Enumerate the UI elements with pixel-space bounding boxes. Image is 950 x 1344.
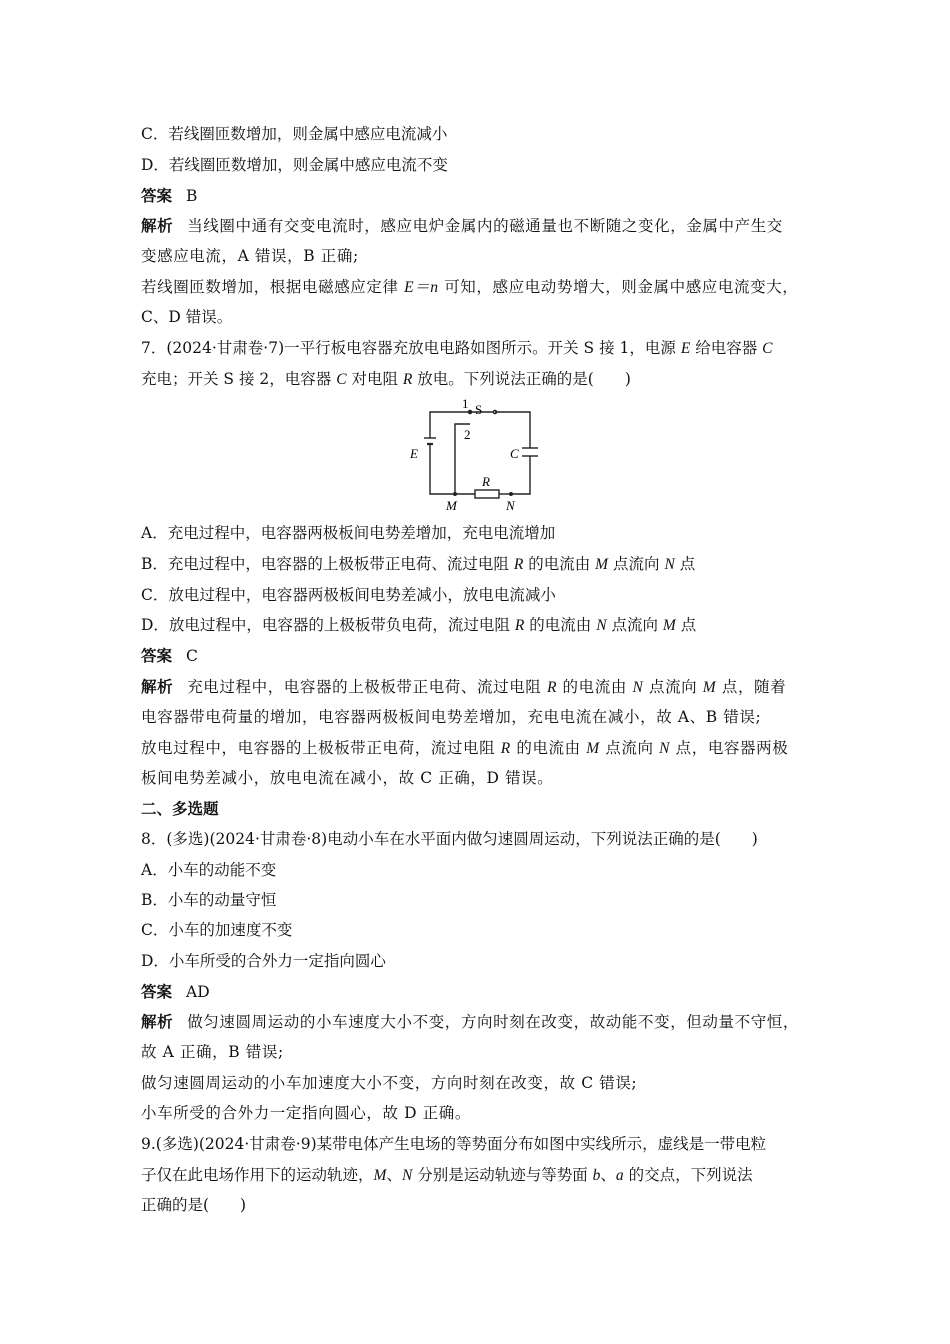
circuit-diagram <box>400 396 550 516</box>
answer-label: 答案 <box>141 983 173 1001</box>
q8-explanation-line-2: 故 A 正确，B 错误; <box>141 1043 284 1061</box>
label-s: S <box>475 402 483 417</box>
q8-explanation-line-3: 做匀速圆周运动的小车加速度大小不变，方向时刻在改变，故 C 错误; <box>141 1074 638 1092</box>
label-2: 2 <box>464 427 471 442</box>
q8-option-c: C．小车的加速度不变 <box>141 921 293 939</box>
q7-option-a: A．充电过程中，电容器两极板间电势差增加，充电电流增加 <box>141 524 556 542</box>
q8-explanation-line-4: 小车所受的合外力一定指向圆心，故 D 正确。 <box>141 1104 471 1122</box>
q8-option-d: D．小车所受的合外力一定指向圆心 <box>141 952 386 970</box>
answer-value: B <box>186 187 198 205</box>
wire-right-bottom <box>511 456 530 494</box>
q7-stem-line-1: 7．(2024·甘肃卷·7)一平行板电容器充放电电路如图所示。开关 S 接 1，电源 E 给电容器 C <box>141 339 773 357</box>
q6-explanation-line-4: C、D 错误。 <box>141 308 233 326</box>
q7-explanation-line-4: 板间电势差减小，放电电流在减小，故 C 正确，D 错误。 <box>141 769 554 787</box>
answer-label: 答案 <box>141 647 173 665</box>
q7-explanation-line-2: 电容器带电荷量的增加，电容器两极板间电势差增加，充电电流在减小，故 A、B 错误; <box>141 708 762 726</box>
q6-option-d: D．若线圈匝数增加，则金属中感应电流不变 <box>141 156 448 174</box>
label-c: C <box>510 446 519 461</box>
wire-bottom-left <box>430 444 475 494</box>
answer-value: C <box>186 647 198 665</box>
answer-value: AD <box>186 983 210 1001</box>
q6-explanation-line-1: 解析 当线圈中通有交变电流时，感应电炉金属内的磁通量也不断随之变化，金属中产生交 <box>141 217 783 235</box>
q8-explanation-line-1: 解析 做匀速圆周运动的小车速度大小不变，方向时刻在改变，故动能不变，但动量不守恒， <box>141 1013 800 1031</box>
switch-contact-1 <box>468 410 471 413</box>
q8-answer <box>141 981 210 1003</box>
node-n-dot <box>509 492 513 496</box>
q9-stem-line-3: 正确的是( ) <box>141 1196 247 1214</box>
label-m: M <box>446 498 457 513</box>
q8-option-a: A．小车的动能不变 <box>141 861 277 879</box>
q7-explanation-line-3: 放电过程中，电容器的上极板带正电荷，流过电阻 R 的电流由 M 点流向 N 点，电容器两极 <box>141 739 789 757</box>
q9-stem-line-1: 9.(多选)(2024·甘肃卷·9)某带电体产生电场的等势面分布如图中实线所示，虚线是一带电粒 <box>141 1135 767 1153</box>
q7-option-b: B．充电过程中，电容器的上极板带正电荷、流过电阻 R 的电流由 M 点流向 N 点 <box>141 555 696 573</box>
q7-answer <box>141 645 198 667</box>
wire-top-right <box>495 412 530 448</box>
q8-option-b: B．小车的动量守恒 <box>141 891 277 909</box>
label-r: R <box>482 474 490 489</box>
formula: E＝n <box>404 279 439 296</box>
label-e: E <box>410 446 418 461</box>
explanation-label: 解析 <box>141 1013 174 1031</box>
q7-option-d: D．放电过程中，电容器的上极板带负电荷，流过电阻 R 的电流由 N 点流向 M 点 <box>141 616 697 634</box>
q7-explanation-line-1: 解析 充电过程中，电容器的上极板带正电荷、流过电阻 R 的电流由 N 点流向 M 点，随着 <box>141 678 787 696</box>
section-title: 二、多选题 <box>141 800 219 818</box>
label-1: 1 <box>462 396 469 411</box>
q7-option-c: C．放电过程中，电容器两极板间电势差减小，放电电流减小 <box>141 586 556 604</box>
q7-stem-line-2: 充电；开关 S 接 2，电容器 C 对电阻 R 放电。下列说法正确的是( ) <box>141 370 631 388</box>
q9-stem-line-2: 子仅在此电场作用下的运动轨迹，M、N 分别是运动轨迹与等势面 b、a 的交点，下列说法 <box>141 1166 753 1184</box>
resistor <box>475 490 499 498</box>
label-n: N <box>506 498 515 513</box>
node-m-dot <box>453 492 457 496</box>
q6-explanation-line-3: 若线圈匝数增加，根据电磁感应定律 E＝n 可知，感应电动势增大，则金属中感应电流变大， <box>141 278 799 296</box>
explanation-label: 解析 <box>141 217 174 235</box>
q6-explanation-line-2: 变感应电流，A 错误，B 正确; <box>141 247 359 265</box>
q6-option-c: C．若线圈匝数增加，则金属中感应电流减小 <box>141 125 448 143</box>
explanation-label: 解析 <box>141 678 174 696</box>
q8-stem: 8．(多选)(2024·甘肃卷·8)电动小车在水平面内做匀速圆周运动，下列说法正确的是( ) <box>141 830 758 848</box>
q6-answer <box>141 185 197 207</box>
answer-label: 答案 <box>141 187 173 205</box>
